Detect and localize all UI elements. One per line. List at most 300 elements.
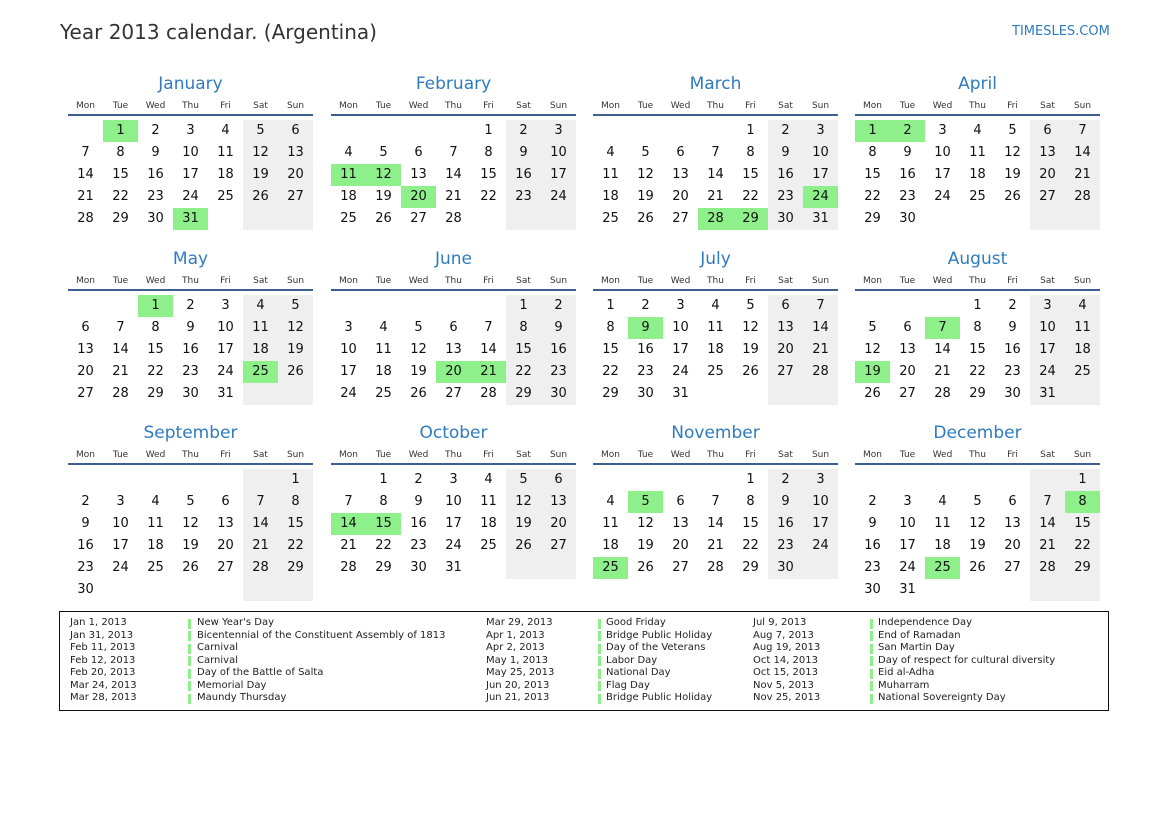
day-cell: 16	[182, 342, 199, 357]
empty-weekend-cell	[243, 208, 278, 230]
weekday-label: Thu	[445, 101, 462, 111]
day-cell: 22	[602, 364, 619, 379]
day-cell: 15	[969, 342, 986, 357]
weekday-label: Thu	[707, 276, 724, 286]
day-cell: 26	[410, 386, 427, 401]
day-cell: 18	[375, 364, 392, 379]
day-cell: 21	[77, 189, 94, 204]
day-cell: 1	[1065, 469, 1100, 491]
holiday-marker	[188, 644, 191, 654]
page-title: Year 2013 calendar. (Argentina)	[60, 20, 377, 44]
day-cell: 9	[81, 516, 90, 531]
month-divider	[331, 463, 576, 465]
holiday-marker	[598, 681, 601, 691]
day-cell: 1	[138, 295, 173, 317]
holiday-marker	[870, 656, 873, 666]
day-cell: 27	[445, 386, 462, 401]
day-cell: 30	[182, 386, 199, 401]
day-cell: 5	[243, 120, 278, 142]
day-cell: 17	[803, 513, 838, 535]
empty-weekend-cell	[506, 208, 541, 230]
day-cell: 6	[278, 120, 313, 142]
day-cell: 25	[243, 361, 278, 383]
day-cell: 20	[278, 164, 313, 186]
day-cell: 12	[366, 164, 401, 186]
day-cell: 21	[112, 364, 129, 379]
holiday-date: Jun 20, 2013	[486, 679, 550, 691]
weekday-label: Wed	[670, 450, 691, 460]
day-cell: 29	[742, 560, 759, 575]
holiday-marker	[188, 694, 191, 704]
weekday-label: Sat	[516, 101, 531, 111]
day-cell: 25	[602, 211, 619, 226]
day-cell: 4	[606, 145, 615, 160]
day-cell: 24	[217, 364, 234, 379]
day-cell: 9	[506, 142, 541, 164]
day-cell: 14	[243, 513, 278, 535]
day-cell: 23	[410, 538, 427, 553]
day-cell: 29	[112, 211, 129, 226]
day-cell: 28	[1030, 557, 1065, 579]
weekday-label: Tue	[899, 276, 916, 286]
holiday-marker	[870, 694, 873, 704]
holiday-marker	[870, 644, 873, 654]
day-cell: 15	[742, 167, 759, 182]
day-cell: 27	[77, 386, 94, 401]
day-cell: 14	[77, 167, 94, 182]
day-cell: 30	[899, 211, 916, 226]
day-cell: 25	[969, 189, 986, 204]
day-cell: 18	[602, 189, 619, 204]
day-cell: 24	[1030, 361, 1065, 383]
day-cell: 5	[379, 145, 388, 160]
day-cell: 15	[147, 342, 164, 357]
day-cell: 31	[803, 208, 838, 230]
day-cell: 18	[602, 538, 619, 553]
day-cell: 28	[698, 208, 733, 230]
day-cell: 24	[340, 386, 357, 401]
day-cell: 3	[116, 494, 125, 509]
weekday-label: Sun	[1073, 450, 1092, 460]
day-cell: 27	[410, 211, 427, 226]
weekday-label: Thu	[445, 276, 462, 286]
day-cell: 30	[410, 560, 427, 575]
day-cell: 10	[899, 516, 916, 531]
weekday-label: Thu	[969, 101, 986, 111]
day-cell: 11	[1065, 317, 1100, 339]
day-cell: 3	[803, 120, 838, 142]
weekday-label: Sun	[286, 450, 305, 460]
day-cell: 5	[506, 469, 541, 491]
day-cell: 19	[742, 342, 759, 357]
weekday-label: Thu	[969, 450, 986, 460]
day-cell: 3	[186, 123, 195, 138]
day-cell: 23	[541, 361, 576, 383]
weekday-label: Wed	[932, 101, 953, 111]
weekday-label: Wed	[408, 101, 429, 111]
weekday-label: Fri	[745, 450, 756, 460]
day-cell: 2	[414, 472, 423, 487]
day-cell: 23	[1004, 364, 1021, 379]
day-cell: 27	[1004, 560, 1021, 575]
day-cell: 8	[484, 145, 493, 160]
day-cell: 16	[864, 538, 881, 553]
day-cell: 17	[445, 516, 462, 531]
day-cell: 20	[77, 364, 94, 379]
holiday-date: Apr 2, 2013	[486, 642, 545, 653]
weekday-label: Tue	[112, 276, 129, 286]
day-cell: 10	[541, 142, 576, 164]
day-cell: 16	[410, 516, 427, 531]
day-cell: 18	[243, 339, 278, 361]
holiday-date: Feb 11, 2013	[70, 642, 136, 653]
day-cell: 26	[1004, 189, 1021, 204]
weekday-label: Tue	[899, 450, 916, 460]
day-cell: 24	[803, 186, 838, 208]
month-divider	[68, 289, 313, 291]
empty-weekend-cell	[243, 579, 278, 601]
day-cell: 2	[151, 123, 160, 138]
holiday-marker	[598, 619, 601, 629]
day-cell: 14	[1065, 142, 1100, 164]
day-cell: 5	[868, 320, 877, 335]
weekday-label: Mon	[863, 450, 882, 460]
holiday-name: National Sovereignty Day	[878, 692, 1006, 703]
holiday-date: Aug 19, 2013	[753, 642, 821, 653]
empty-weekend-cell	[803, 557, 838, 579]
holiday-marker	[598, 631, 601, 641]
day-cell: 22	[375, 538, 392, 553]
day-cell: 16	[1004, 342, 1021, 357]
month-name: January	[158, 74, 223, 94]
weekday-label: Wed	[408, 276, 429, 286]
day-cell: 9	[186, 320, 195, 335]
day-cell: 18	[969, 167, 986, 182]
day-cell: 6	[676, 145, 685, 160]
day-cell: 1	[855, 120, 890, 142]
weekday-label: Sun	[549, 101, 568, 111]
weekday-label: Mon	[76, 101, 95, 111]
holiday-name: Day of the Battle of Salta	[197, 667, 324, 678]
day-cell: 9	[903, 145, 912, 160]
holiday-date: Jan 1, 2013	[70, 617, 127, 628]
day-cell: 20	[899, 364, 916, 379]
day-cell: 27	[768, 361, 803, 383]
day-cell: 17	[803, 164, 838, 186]
day-cell: 11	[602, 516, 619, 531]
holiday-date: Mar 24, 2013	[70, 679, 137, 691]
weekday-label: Fri	[1007, 101, 1018, 111]
day-cell: 23	[768, 535, 803, 557]
day-cell: 4	[151, 494, 160, 509]
day-cell: 30	[768, 208, 803, 230]
month-name: June	[434, 249, 473, 269]
day-cell: 2	[1008, 298, 1017, 313]
day-cell: 8	[746, 494, 755, 509]
day-cell: 12	[182, 516, 199, 531]
day-cell: 12	[1004, 145, 1021, 160]
day-cell: 5	[414, 320, 423, 335]
day-cell: 6	[221, 494, 230, 509]
day-cell: 18	[340, 189, 357, 204]
day-cell: 25	[340, 211, 357, 226]
holiday-date: May 25, 2013	[486, 667, 555, 678]
day-cell: 2	[868, 494, 877, 509]
day-cell: 20	[768, 339, 803, 361]
month-divider	[855, 463, 1100, 465]
day-cell: 23	[637, 364, 654, 379]
day-cell: 24	[934, 189, 951, 204]
day-cell: 22	[742, 538, 759, 553]
day-cell: 20	[541, 513, 576, 535]
day-cell: 14	[480, 342, 497, 357]
day-cell: 3	[1030, 295, 1065, 317]
day-cell: 5	[1008, 123, 1017, 138]
day-cell: 7	[484, 320, 493, 335]
day-cell: 13	[541, 491, 576, 513]
day-cell: 27	[672, 211, 689, 226]
day-cell: 13	[217, 516, 234, 531]
day-cell: 29	[864, 211, 881, 226]
weekday-label: Fri	[745, 276, 756, 286]
day-cell: 26	[742, 364, 759, 379]
day-cell: 28	[934, 386, 951, 401]
day-cell: 11	[969, 145, 986, 160]
day-cell: 13	[77, 342, 94, 357]
month-divider	[855, 114, 1100, 116]
day-cell: 23	[864, 560, 881, 575]
day-cell: 23	[77, 560, 94, 575]
empty-weekend-cell	[541, 557, 576, 579]
day-cell: 2	[768, 120, 803, 142]
month-name: February	[415, 74, 492, 94]
day-cell: 19	[410, 364, 427, 379]
day-cell: 11	[707, 320, 724, 335]
day-cell: 21	[243, 535, 278, 557]
month-name: April	[958, 74, 997, 94]
holiday-date: Oct 14, 2013	[753, 654, 818, 666]
holiday-marker	[188, 631, 191, 641]
weekday-label: Sun	[286, 101, 305, 111]
day-cell: 19	[375, 189, 392, 204]
day-cell: 20	[672, 538, 689, 553]
day-cell: 22	[278, 535, 313, 557]
day-cell: 31	[173, 208, 208, 230]
day-cell: 2	[641, 298, 650, 313]
weekday-label: Sat	[253, 101, 268, 111]
day-cell: 12	[243, 142, 278, 164]
day-cell: 22	[112, 189, 129, 204]
holiday-name: Independence Day	[878, 617, 973, 628]
day-cell: 14	[112, 342, 129, 357]
weekday-label: Sat	[253, 276, 268, 286]
day-cell: 14	[1030, 513, 1065, 535]
weekday-label: Sun	[811, 101, 830, 111]
day-cell: 8	[379, 494, 388, 509]
day-cell: 12	[742, 320, 759, 335]
day-cell: 25	[480, 538, 497, 553]
day-cell: 14	[445, 167, 462, 182]
day-cell: 6	[768, 295, 803, 317]
day-cell: 16	[768, 513, 803, 535]
day-cell: 6	[1008, 494, 1017, 509]
day-cell: 8	[746, 145, 755, 160]
day-cell: 7	[1030, 491, 1065, 513]
weekday-label: Mon	[76, 450, 95, 460]
day-cell: 31	[899, 582, 916, 597]
day-cell: 19	[637, 189, 654, 204]
day-cell: 30	[768, 557, 803, 579]
month-divider	[593, 289, 838, 291]
holiday-name: Day of respect for cultural diversity	[878, 654, 1056, 666]
day-cell: 15	[864, 167, 881, 182]
weekday-label: Sun	[1073, 101, 1092, 111]
day-cell: 1	[973, 298, 982, 313]
weekday-label: Tue	[112, 101, 129, 111]
weekday-label: Mon	[76, 276, 95, 286]
weekday-label: Sun	[811, 276, 830, 286]
holiday-date: Jun 21, 2013	[486, 692, 550, 703]
day-cell: 17	[112, 538, 129, 553]
day-cell: 11	[375, 342, 392, 357]
holiday-name: National Day	[606, 667, 671, 678]
day-cell: 7	[1065, 120, 1100, 142]
empty-weekend-cell	[278, 208, 313, 230]
weekday-label: Tue	[637, 450, 654, 460]
day-cell: 27	[541, 535, 576, 557]
day-cell: 26	[375, 211, 392, 226]
day-cell: 1	[103, 120, 138, 142]
month-name: August	[947, 249, 1008, 269]
day-cell: 28	[480, 386, 497, 401]
day-cell: 10	[445, 494, 462, 509]
day-cell: 14	[707, 516, 724, 531]
site-link[interactable]: TIMESLES.COM	[1012, 24, 1110, 39]
day-cell: 30	[1004, 386, 1021, 401]
day-cell: 11	[243, 317, 278, 339]
day-cell: 16	[541, 339, 576, 361]
day-cell: 23	[182, 364, 199, 379]
day-cell: 10	[934, 145, 951, 160]
day-cell: 5	[746, 298, 755, 313]
holiday-date: Nov 25, 2013	[753, 692, 821, 703]
day-cell: 16	[899, 167, 916, 182]
day-cell: 20	[672, 189, 689, 204]
day-cell: 9	[768, 491, 803, 513]
day-cell: 17	[1030, 339, 1065, 361]
month-name: September	[143, 423, 238, 443]
day-cell: 9	[541, 317, 576, 339]
day-cell: 11	[934, 516, 951, 531]
day-cell: 24	[112, 560, 129, 575]
day-cell: 1	[379, 472, 388, 487]
weekday-label: Sat	[516, 450, 531, 460]
empty-weekend-cell	[243, 469, 278, 491]
day-cell: 22	[969, 364, 986, 379]
month-name: March	[689, 74, 742, 94]
day-cell: 21	[707, 189, 724, 204]
day-cell: 8	[606, 320, 615, 335]
day-cell: 4	[221, 123, 230, 138]
day-cell: 22	[864, 189, 881, 204]
day-cell: 4	[938, 494, 947, 509]
holiday-marker	[188, 669, 191, 679]
weekday-label: Wed	[145, 276, 166, 286]
empty-weekend-cell	[1065, 579, 1100, 601]
weekday-label: Wed	[932, 450, 953, 460]
holiday-date: Oct 15, 2013	[753, 667, 818, 678]
day-cell: 29	[506, 383, 541, 405]
day-cell: 17	[217, 342, 234, 357]
day-cell: 1	[278, 469, 313, 491]
day-cell: 23	[506, 186, 541, 208]
holiday-date: Feb 20, 2013	[70, 667, 136, 678]
day-cell: 21	[803, 339, 838, 361]
day-cell: 21	[1030, 535, 1065, 557]
empty-weekend-cell	[1065, 208, 1100, 230]
day-cell: 4	[484, 472, 493, 487]
day-cell: 23	[899, 189, 916, 204]
day-cell: 9	[414, 494, 423, 509]
day-cell: 10	[1030, 317, 1065, 339]
day-cell: 28	[112, 386, 129, 401]
day-cell: 8	[506, 317, 541, 339]
weekday-label: Wed	[145, 101, 166, 111]
day-cell: 18	[707, 342, 724, 357]
day-cell: 6	[81, 320, 90, 335]
day-cell: 28	[77, 211, 94, 226]
weekday-label: Fri	[1007, 450, 1018, 460]
day-cell: 11	[602, 167, 619, 182]
day-cell: 28	[340, 560, 357, 575]
day-cell: 26	[864, 386, 881, 401]
day-cell: 25	[375, 386, 392, 401]
day-cell: 17	[672, 342, 689, 357]
weekday-label: Sun	[811, 450, 830, 460]
day-cell: 2	[506, 120, 541, 142]
day-cell: 13	[445, 342, 462, 357]
weekday-label: Tue	[637, 276, 654, 286]
empty-weekend-cell	[1030, 208, 1065, 230]
weekday-label: Fri	[745, 101, 756, 111]
day-cell: 26	[969, 560, 986, 575]
day-cell: 24	[672, 364, 689, 379]
holiday-name: Memorial Day	[197, 679, 267, 691]
day-cell: 22	[480, 189, 497, 204]
holiday-marker	[188, 681, 191, 691]
day-cell: 31	[217, 386, 234, 401]
day-cell: 7	[81, 145, 90, 160]
day-cell: 14	[934, 342, 951, 357]
day-cell: 4	[243, 295, 278, 317]
day-cell: 31	[1030, 383, 1065, 405]
day-cell: 2	[81, 494, 90, 509]
day-cell: 29	[969, 386, 986, 401]
weekday-label: Mon	[339, 276, 358, 286]
day-cell: 11	[217, 145, 234, 160]
day-cell: 12	[278, 317, 313, 339]
day-cell: 13	[899, 342, 916, 357]
day-cell: 2	[890, 120, 925, 142]
day-cell: 28	[445, 211, 462, 226]
day-cell: 21	[707, 538, 724, 553]
holiday-name: San Martin Day	[878, 642, 955, 653]
month-name: December	[933, 423, 1022, 443]
weekday-label: Sat	[253, 450, 268, 460]
day-cell: 19	[243, 164, 278, 186]
day-cell: 4	[973, 123, 982, 138]
weekday-label: Sat	[778, 101, 793, 111]
